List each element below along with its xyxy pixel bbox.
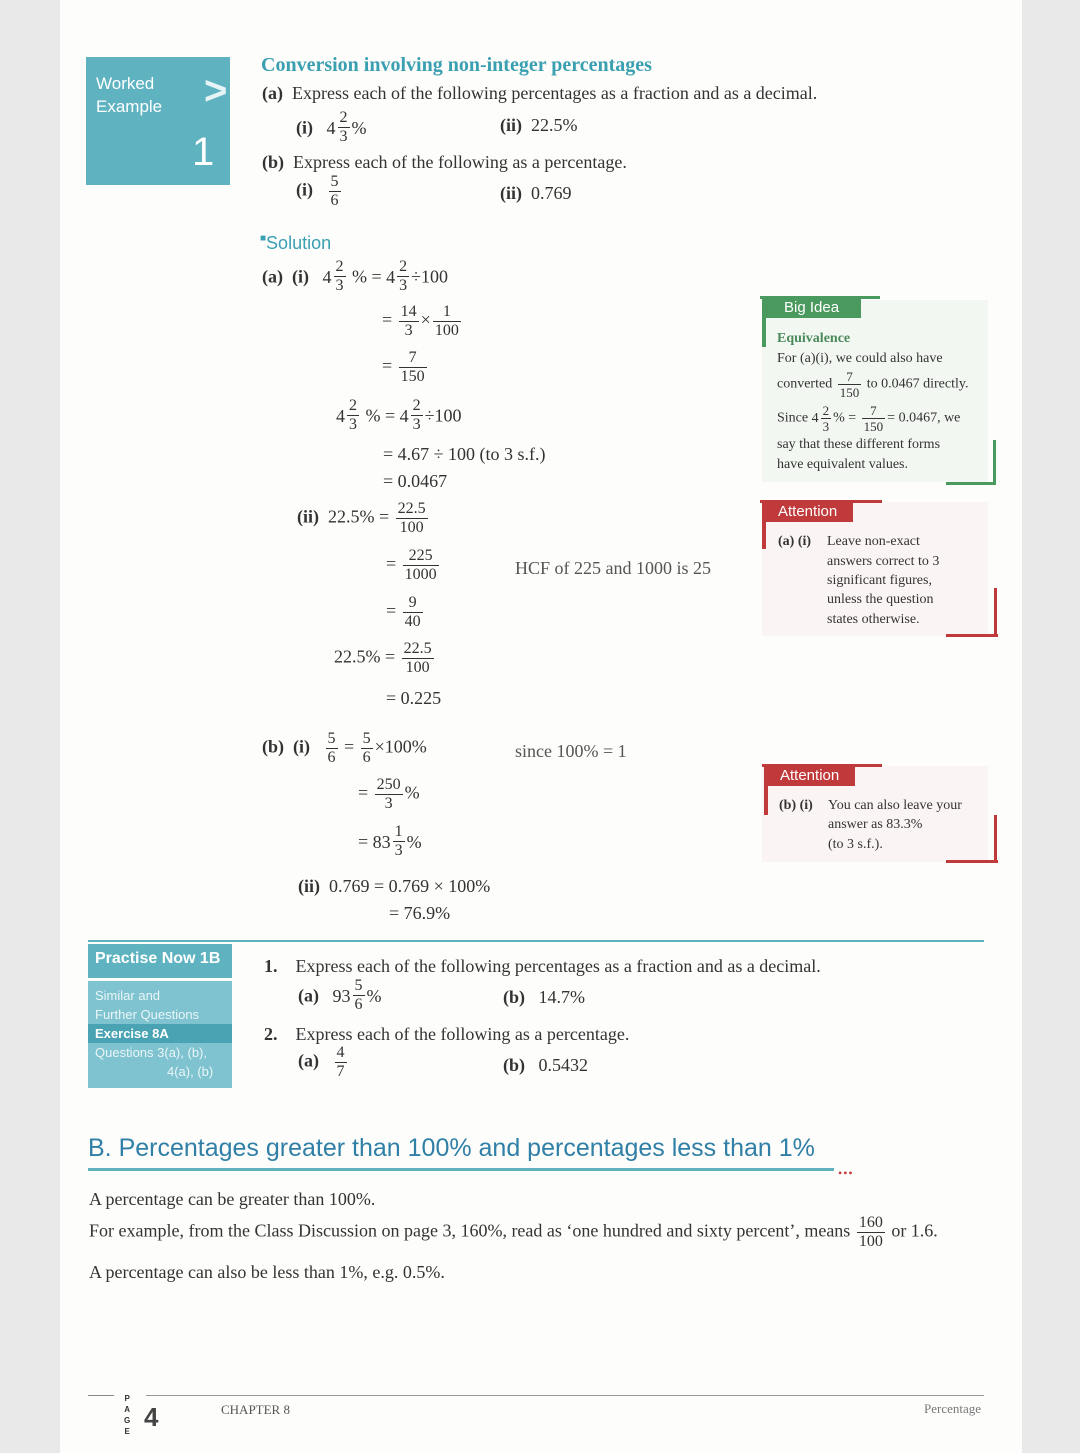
eq: =: [358, 831, 369, 852]
sol-b-i-line3: [358, 824, 422, 859]
numerator: 2: [399, 258, 408, 275]
label: (a): [298, 985, 319, 1006]
sol-b-i-line1: [262, 731, 427, 766]
lhs: 22.5% =: [334, 646, 396, 667]
text: For example, from the Class Discussion on page 3, 160%, read as ‘one hundred and sixty percent’, means: [89, 1220, 851, 1241]
numerator: 5: [327, 730, 336, 747]
attention-1-line4: unless the question: [827, 592, 934, 607]
lhs: 22.5% =: [328, 506, 390, 527]
denominator: 100: [434, 322, 459, 339]
op: %: [404, 782, 420, 803]
label: (ii): [298, 876, 320, 896]
numerator: 2: [335, 258, 344, 275]
worked-example-label-1: Worked: [96, 74, 155, 93]
numerator: 7: [838, 370, 862, 385]
practice-references: [88, 981, 232, 1088]
page-label: [124, 1393, 130, 1437]
label: (ii): [297, 506, 319, 527]
denominator: 3: [349, 416, 357, 433]
numerator: 22.5: [397, 500, 426, 517]
text: = 0.0467, we: [887, 410, 961, 426]
practice-ref-line2: Further Questions: [95, 1007, 200, 1022]
whole: 93: [332, 985, 351, 1006]
practice-q1: [264, 955, 821, 977]
sol-a-i-line4: [336, 398, 462, 433]
denominator: 3: [335, 277, 344, 294]
text: 0.769 = 0.769 × 100%: [329, 876, 491, 896]
question-a: [262, 82, 817, 104]
label: (b): [262, 152, 284, 172]
label: (a): [262, 266, 283, 287]
practice-q1a: [298, 978, 382, 1013]
denominator: 100: [858, 1233, 883, 1250]
divider: [764, 765, 768, 815]
suffix: %: [366, 985, 382, 1006]
divider: [946, 482, 996, 485]
denominator: 3: [394, 842, 403, 859]
denominator: 7: [336, 1063, 345, 1080]
suffix: %: [406, 831, 422, 852]
label: (b): [262, 736, 284, 757]
sol-a-ii-line2: [386, 548, 441, 583]
label: (i): [293, 736, 310, 757]
numerator: 7: [399, 350, 427, 368]
denominator: 6: [330, 192, 339, 209]
denominator: 150: [863, 419, 884, 434]
eq: =: [386, 600, 397, 621]
question-a-i: [296, 110, 367, 145]
sol-a-ii-line5: = 0.225: [386, 688, 442, 708]
value: 0.5432: [538, 1055, 588, 1075]
label: (i): [292, 266, 309, 287]
divider: [760, 500, 882, 503]
numerator: 2: [412, 397, 421, 414]
mixed-number: [327, 110, 367, 145]
denominator: 6: [362, 749, 371, 766]
sol-a-i-line2: [382, 304, 463, 339]
question-b-ii: [500, 182, 572, 204]
denominator: 3: [412, 416, 421, 433]
section-b-p3: A percentage can also be less than 1%, e.g. 0.5%.: [89, 1262, 445, 1282]
attention-1-line2: answers correct to 3: [827, 554, 940, 569]
op: ÷100: [411, 266, 449, 287]
denominator: 6: [354, 996, 363, 1013]
text: converted: [777, 376, 833, 392]
big-idea-line5: have equivalent values.: [777, 457, 909, 472]
label: (i): [296, 117, 313, 138]
sol-b-i-line2: [358, 777, 420, 812]
number: 1.: [264, 956, 278, 976]
whole: 83: [372, 831, 391, 852]
question-b: [262, 151, 627, 173]
label: (a): [298, 1050, 319, 1071]
question-a-ii: [500, 114, 578, 136]
section-b-p2: [89, 1215, 938, 1250]
numerator: 7: [862, 404, 886, 419]
big-idea-line3: [777, 404, 960, 433]
attention-tab-2: Attention: [764, 765, 855, 786]
whole: 4: [322, 266, 332, 287]
worked-example-label-2: Example: [96, 97, 163, 116]
denominator: 1000: [404, 566, 437, 583]
eq: =: [358, 782, 369, 803]
denominator: 100: [399, 519, 424, 536]
numerator: 250: [376, 776, 401, 793]
numerator: 1: [394, 823, 403, 840]
attention-1-label: (a) (i): [778, 534, 812, 549]
sol-b-ii-line1: [298, 875, 490, 897]
numerator: 5: [362, 730, 371, 747]
practice-ref-line1: Similar and: [95, 988, 161, 1003]
number: 2.: [264, 1024, 278, 1044]
whole: 4: [386, 266, 396, 287]
sol-a-ii-line3: [386, 595, 425, 630]
op: ÷100: [424, 405, 462, 426]
op: % =: [365, 405, 396, 426]
solution-heading: [260, 233, 331, 254]
denominator: 3: [399, 277, 408, 294]
numerator: 5: [354, 977, 363, 994]
text: or 1.6.: [891, 1220, 938, 1241]
sol-a-ii-line1: [297, 501, 430, 536]
denominator: 3: [822, 419, 830, 435]
eq: =: [386, 553, 397, 574]
sol-a-i-line3: [382, 350, 429, 385]
denominator: 3: [339, 128, 348, 145]
divider: [994, 815, 997, 863]
practice-ref-line4: Questions 3(a), (b),: [95, 1045, 207, 1060]
attention-2-line1: You can also leave your: [828, 798, 962, 813]
value: 22.5%: [531, 115, 578, 135]
denominator: 100: [405, 659, 430, 676]
whole: 4: [811, 410, 819, 426]
question-b-i: [296, 174, 343, 209]
attention-2-line3: (to 3 s.f.).: [828, 837, 883, 852]
numerator: 160: [858, 1214, 883, 1231]
text: to 0.0467 directly.: [866, 376, 969, 392]
op: % =: [352, 266, 382, 287]
sol-a-i-line5: = 4.67 ÷ 100 (to 3 s.f.): [383, 444, 546, 464]
value: 0.769: [531, 183, 572, 203]
page-number: 4: [144, 1402, 159, 1432]
attention-2-label: (b) (i): [779, 798, 813, 813]
bullet-icon: ■: [260, 233, 267, 244]
numerator: 2: [822, 403, 830, 419]
denominator: 150: [400, 368, 425, 385]
numerator: 5: [330, 173, 339, 190]
practice-ref-line5: 4(a), (b): [167, 1064, 214, 1079]
op: ×100%: [374, 736, 427, 757]
divider: [146, 1395, 984, 1396]
practice-q2a: [298, 1045, 349, 1080]
text: % =: [833, 410, 857, 426]
numerator: 2: [339, 109, 348, 126]
divider: [88, 1395, 114, 1396]
big-idea-line2: [777, 370, 968, 399]
numerator: 4: [336, 1044, 345, 1061]
numerator: 22.5: [403, 640, 432, 657]
attention-1-line3: significant figures,: [827, 573, 932, 588]
label: (b): [503, 987, 525, 1007]
numerator: 1: [433, 304, 461, 322]
denominator: 40: [404, 613, 421, 630]
chevron-icon: >: [204, 69, 228, 113]
example-title: Conversion involving non-integer percentages: [261, 54, 652, 76]
denominator: 6: [327, 749, 336, 766]
since-note: since 100% = 1: [515, 741, 627, 761]
sol-a-i-line1: [262, 259, 448, 294]
divider: [760, 296, 880, 299]
worked-example-badge: [86, 57, 230, 185]
practice-heading: Practise Now 1B: [88, 944, 232, 978]
label: (i): [296, 179, 313, 200]
numerator: 2: [349, 397, 357, 414]
numerator: 14: [400, 303, 417, 320]
denominator: 150: [839, 385, 860, 400]
hcf-note: HCF of 225 and 1000 is 25: [515, 558, 712, 578]
numerator: 9: [403, 595, 423, 613]
dots-icon: •••: [838, 1166, 854, 1180]
text: Express each of the following as a percentage.: [295, 1024, 630, 1044]
worked-example-number: 1: [192, 130, 215, 174]
section-b-p1: A percentage can be greater than 100%.: [89, 1189, 376, 1209]
divider: [994, 588, 997, 637]
section-b-heading: B. Percentages greater than 100% and percentages less than 1%: [88, 1134, 815, 1162]
divider: [946, 634, 998, 637]
divider: [946, 860, 998, 863]
chapter-label: CHAPTER 8: [221, 1402, 290, 1417]
big-idea-line4: say that these different forms: [777, 437, 941, 452]
big-idea-tab: Big Idea: [762, 297, 861, 318]
whole: 4: [399, 405, 409, 426]
attention-2-line2: answer as 83.3%: [828, 817, 923, 832]
attention-1-line1: Leave non-exact: [827, 534, 920, 549]
solution-heading-text: Solution: [266, 233, 332, 253]
eq: =: [382, 355, 393, 376]
practice-q2: [264, 1023, 629, 1045]
attention-1-line5: states otherwise.: [827, 612, 920, 627]
text: Since: [777, 410, 809, 426]
question-a-text: Express each of the following percentages as a fraction and as a decimal.: [292, 83, 818, 103]
practice-q2b: [503, 1054, 588, 1076]
whole: 4: [326, 117, 336, 138]
page-letter: A: [124, 1405, 130, 1414]
whole: 4: [336, 405, 345, 426]
value: 14.7%: [538, 987, 585, 1007]
big-idea-line1: For (a)(i), we could also have: [777, 351, 943, 366]
attention-tab-1: Attention: [762, 501, 853, 522]
page-letter: P: [124, 1394, 130, 1403]
denominator: 3: [404, 322, 413, 339]
label: (ii): [500, 183, 522, 203]
big-idea-heading: Equivalence: [777, 331, 851, 346]
page-letter: E: [124, 1427, 130, 1436]
numerator: 225: [403, 548, 439, 566]
divider: [88, 940, 984, 942]
practice-q1b: [503, 986, 585, 1008]
label: (ii): [500, 115, 522, 135]
divider: [762, 764, 882, 767]
eq: =: [382, 309, 393, 330]
divider: [993, 440, 996, 485]
exercise-ref: Exercise 8A: [88, 1024, 232, 1043]
topic-label: Percentage: [924, 1401, 982, 1416]
text: Express each of the following percentages as a fraction and as a decimal.: [295, 956, 821, 976]
question-b-text: Express each of the following as a percentage.: [293, 152, 627, 172]
sol-a-i-line6: = 0.0467: [383, 471, 448, 491]
eq: =: [344, 736, 355, 757]
divider: [88, 1168, 834, 1171]
op: ×: [420, 309, 431, 330]
sol-a-ii-line4: [334, 641, 436, 676]
denominator: 3: [384, 795, 393, 812]
sol-b-ii-line2: = 76.9%: [389, 903, 451, 923]
label: (a): [262, 83, 283, 103]
divider: [762, 297, 766, 347]
suffix: %: [351, 117, 367, 138]
page-letter: G: [124, 1416, 131, 1425]
divider: [762, 501, 766, 549]
label: (b): [503, 1055, 525, 1075]
